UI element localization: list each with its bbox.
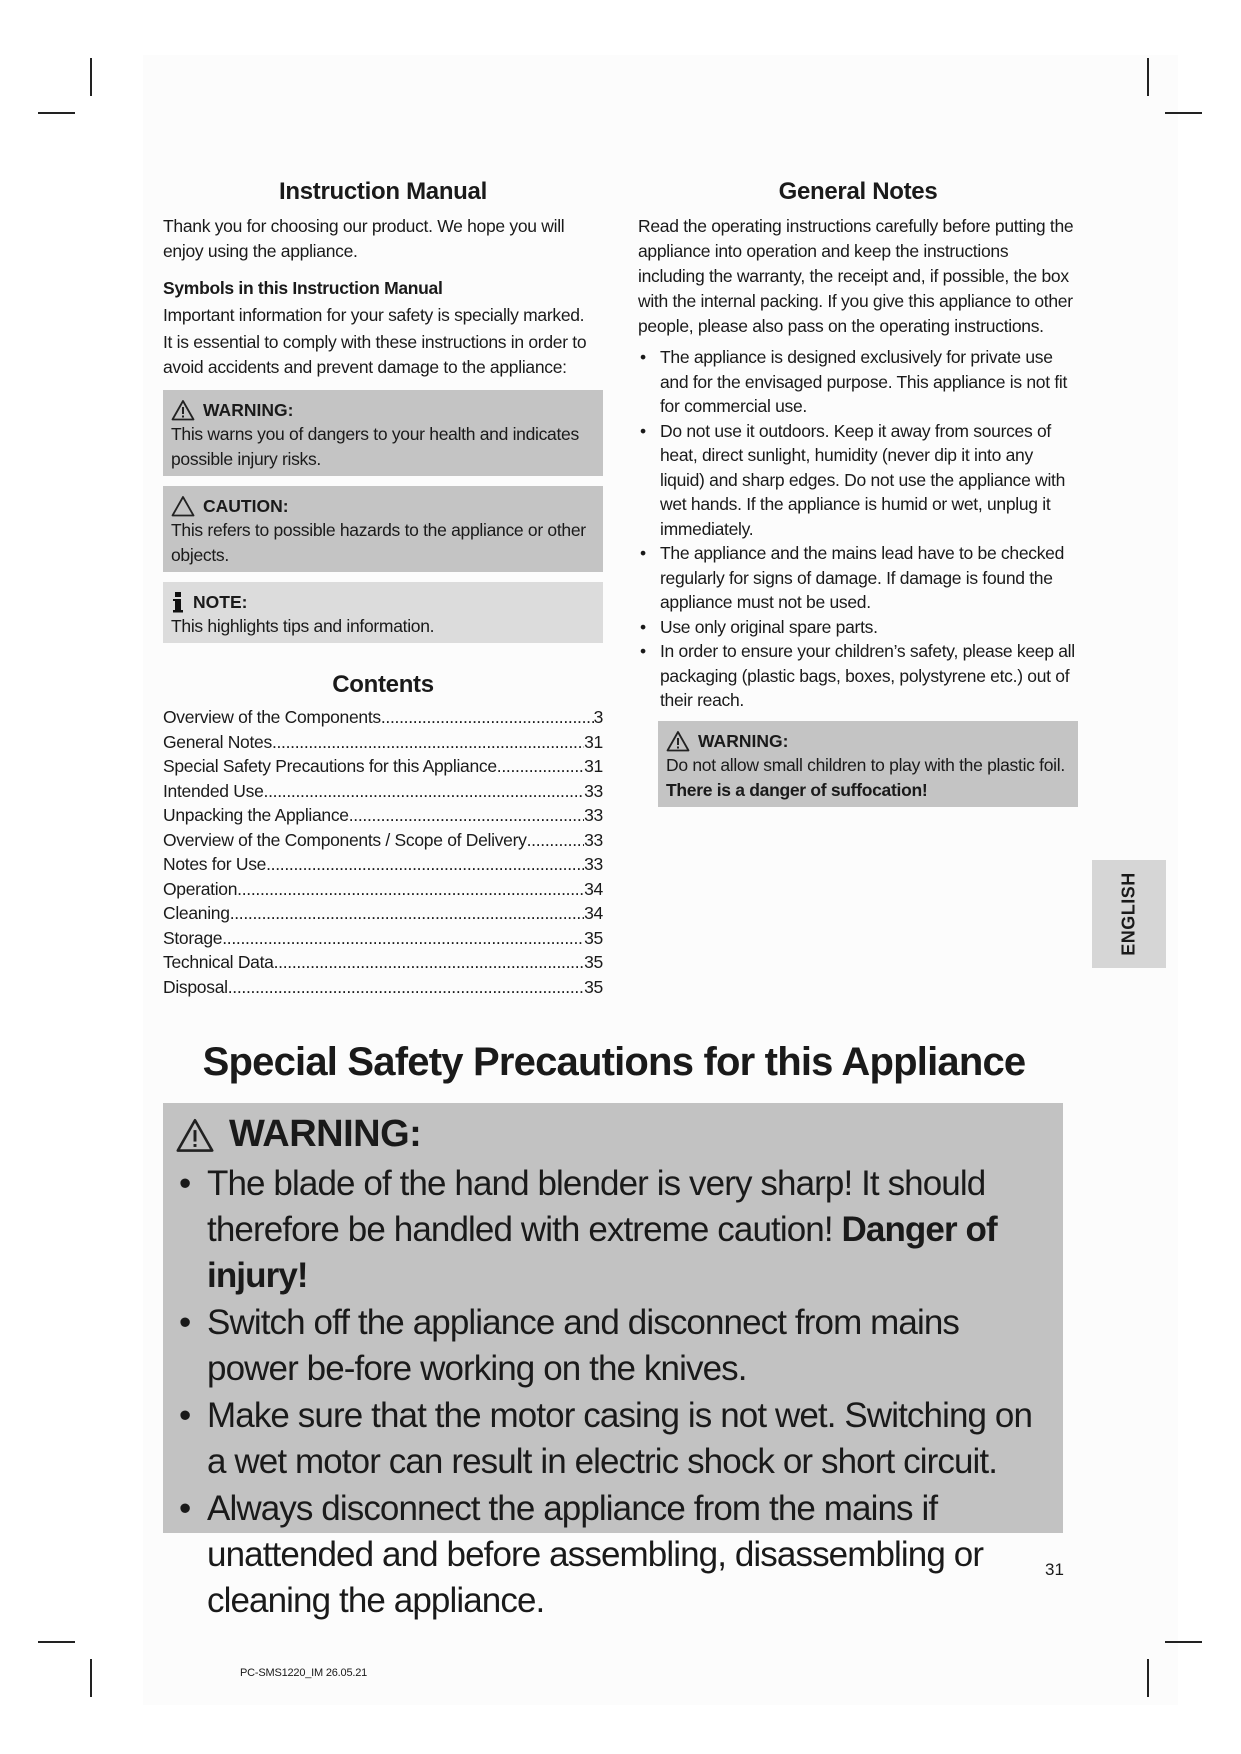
- info-icon: [171, 591, 185, 613]
- toc-row: [163, 975, 603, 1000]
- toc-row: [163, 779, 603, 804]
- symbols-paragraph-2: It is essential to comply with these instructions in order to avoid accidents and prevent damage to the appliance:: [163, 332, 587, 377]
- note-label: NOTE:: [193, 592, 248, 612]
- warning-triangle-icon: [175, 1117, 215, 1153]
- blade-warning-text: The blade of the hand blender is very sharp! It should therefore be handled with extreme caution!: [207, 1164, 986, 1249]
- general-notes-list: [638, 345, 1078, 713]
- language-tab-label: ENGLISH: [1118, 872, 1139, 956]
- warning-label: WARNING:: [229, 1113, 422, 1155]
- danger-of-injury-text: Danger of injury!: [207, 1210, 997, 1295]
- toc-row: [163, 926, 603, 951]
- toc-title: Disposal: [163, 976, 228, 997]
- toc-page: 33: [584, 854, 603, 874]
- toc-page: 35: [584, 976, 603, 997]
- warning-label: WARNING:: [698, 730, 789, 751]
- general-notes-intro: Read the operating instructions carefully before putting the appliance into operation and keep the instructions including the warranty, the receipt and, if possible, the box with the internal packing. If you give this appliance to other people, please also pass on the operating instructions.: [638, 216, 1074, 336]
- crop-mark: [1165, 1641, 1202, 1643]
- crop-mark: [1165, 112, 1202, 114]
- warning-triangle-icon: [171, 399, 195, 421]
- toc-row: [163, 950, 603, 975]
- symbols-paragraph-1: Important information for your safety is specially marked.: [163, 305, 585, 325]
- caution-label: CAUTION:: [203, 496, 289, 516]
- toc-title: Overview of the Components: [163, 707, 381, 727]
- safety-list: [171, 1161, 1056, 1625]
- warning-symbol-box: [163, 390, 603, 476]
- crop-mark: [38, 1641, 75, 1643]
- toc-title: Intended Use: [163, 780, 264, 801]
- warning-description: Do not allow small children to play with the plastic foil.: [666, 754, 1065, 775]
- toc-row: [163, 730, 603, 755]
- caution-description: This refers to possible hazards to the appliance or other objects.: [171, 520, 586, 565]
- list-item: • Always disconnect the appliance from the mains if unattended and before assembling, disassembling or cleaning the appliance.: [171, 1486, 1056, 1624]
- toc-title: Unpacking the Appliance: [163, 805, 349, 825]
- toc-page: 33: [584, 805, 603, 825]
- toc-row: [163, 754, 603, 779]
- toc-page: 33: [584, 829, 603, 850]
- list-item: • Do not use it outdoors. Keep it away from sources of heat, direct sunlight, humidity (never dip it into any liquid) and sharp edges. Do not use the appliance with wet hands. If the appliance is humid or wet, unplug it immediately.: [638, 419, 1078, 542]
- crop-mark: [1147, 58, 1149, 96]
- left-column: [163, 178, 603, 999]
- right-column: [638, 178, 1078, 807]
- toc-title: Special Safety Precautions for this Appliance: [163, 756, 497, 776]
- toc-title: Overview of the Components / Scope of Delivery: [163, 829, 527, 850]
- toc-row: [163, 705, 603, 730]
- safety-precautions-heading: Special Safety Precautions for this Appliance: [202, 1040, 1026, 1084]
- note-symbol-box: [163, 582, 603, 643]
- list-item: • Use only original spare parts.: [638, 615, 1078, 640]
- toc-title: Cleaning: [163, 903, 230, 923]
- instruction-manual-heading: Instruction Manual: [279, 178, 487, 205]
- page-number: 31: [1045, 1560, 1064, 1579]
- toc-page: 34: [584, 878, 603, 899]
- toc-row: [163, 852, 603, 877]
- contents-heading: Contents: [332, 671, 434, 698]
- plastic-foil-warning-box: [658, 721, 1078, 807]
- crop-mark: [38, 112, 75, 114]
- toc-row: [163, 803, 603, 828]
- toc-page: 35: [584, 952, 603, 972]
- table-of-contents: [163, 705, 603, 999]
- toc-title: Notes for Use: [163, 854, 267, 874]
- toc-page: 31: [584, 756, 603, 776]
- toc-page: 3: [593, 707, 603, 727]
- toc-row: [163, 877, 603, 902]
- general-notes-heading: General Notes: [778, 178, 938, 205]
- crop-mark: [90, 1659, 92, 1697]
- toc-title: Operation: [163, 878, 238, 899]
- list-item: • Switch off the appliance and disconnect from mains power be-fore working on the knives.: [171, 1300, 1056, 1392]
- list-item: • In order to ensure your children’s safety, please keep all packaging (plastic bags, boxes, polystyrene etc.) out of their reach.: [638, 639, 1078, 713]
- toc-page: 35: [584, 927, 603, 948]
- toc-title: Storage: [163, 927, 223, 948]
- warning-label: WARNING:: [203, 400, 294, 420]
- warning-description: This warns you of dangers to your health and indicates possible injury risks.: [171, 424, 579, 469]
- list-item: • The appliance and the mains lead have to be checked regularly for signs of damage. If damage is found the appliance must not be used.: [638, 541, 1078, 615]
- list-item: • The appliance is designed exclusively for private use and for the envisaged purpose. This appliance is not fit for commercial use.: [638, 345, 1078, 419]
- toc-page: 34: [584, 903, 603, 923]
- caution-symbol-box: [163, 486, 603, 572]
- note-description: This highlights tips and information.: [171, 616, 435, 636]
- caution-triangle-icon: [171, 495, 195, 517]
- list-item: • Make sure that the motor casing is not wet. Switching on a wet motor can result in electric shock or short circuit.: [171, 1393, 1056, 1485]
- warning-triangle-icon: [666, 730, 690, 752]
- crop-mark: [90, 58, 92, 96]
- toc-title: Technical Data: [163, 952, 274, 972]
- language-tab: [1092, 860, 1166, 968]
- toc-page: 31: [584, 731, 603, 752]
- intro-text: Thank you for choosing our product. We hope you will enjoy using the appliance.: [163, 216, 565, 261]
- toc-title: General Notes: [163, 731, 272, 752]
- crop-mark: [1147, 1659, 1149, 1697]
- toc-row: [163, 901, 603, 926]
- toc-page: 33: [584, 780, 603, 801]
- symbols-heading: Symbols in this Instruction Manual: [163, 278, 443, 298]
- suffocation-warning: There is a danger of suffocation!: [666, 779, 928, 800]
- toc-row: [163, 828, 603, 853]
- footer-code: PC-SMS1220_IM 26.05.21: [240, 1667, 368, 1679]
- list-item: [171, 1161, 1056, 1299]
